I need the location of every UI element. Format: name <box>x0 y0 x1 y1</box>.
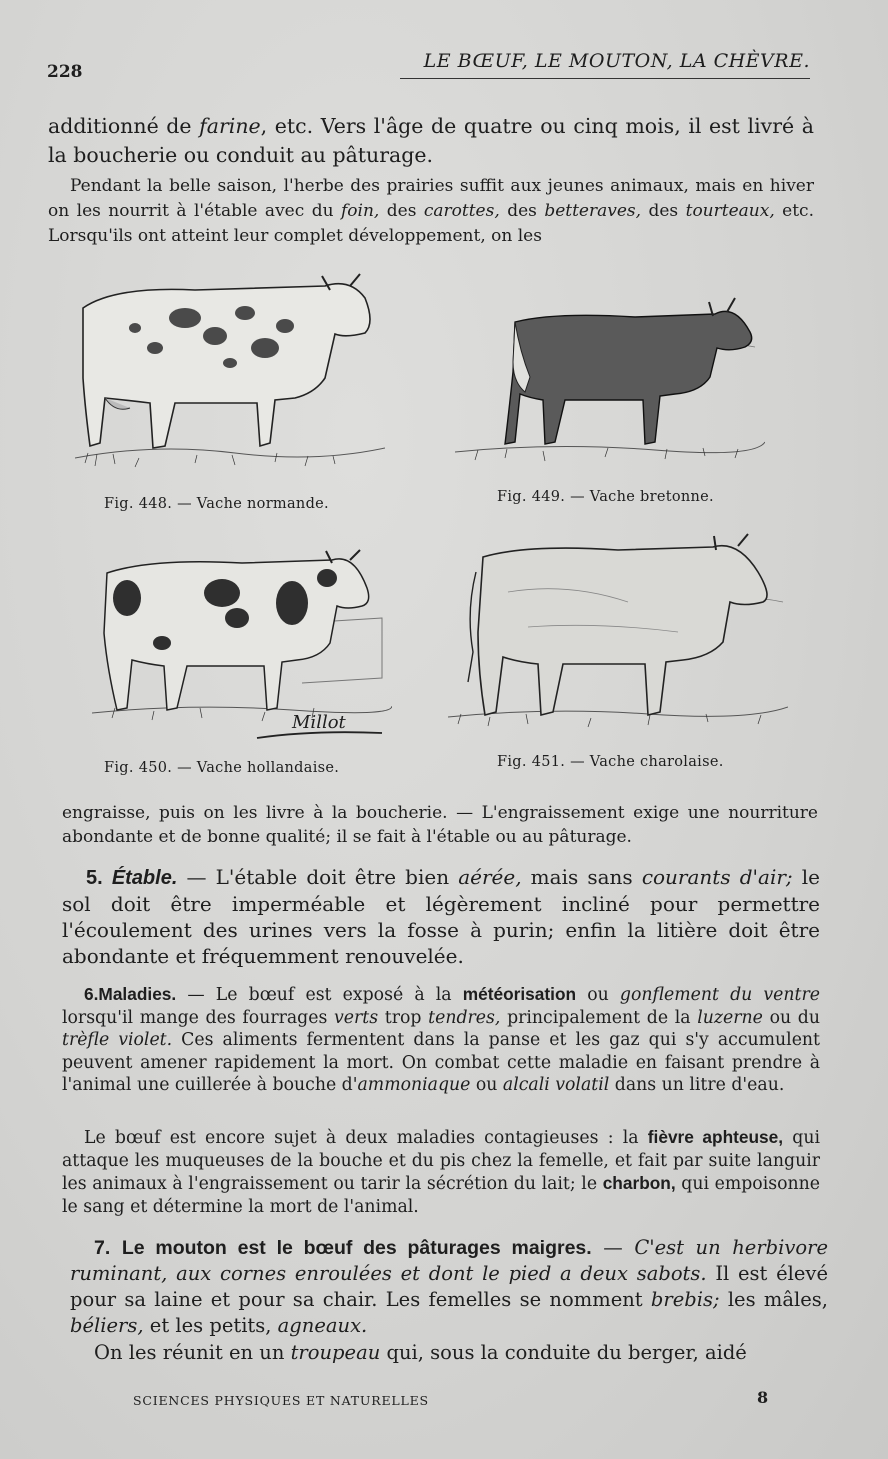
footer-book-title: SCIENCES PHYSIQUES ET NATURELLES <box>133 1393 429 1408</box>
section-5-etable: 5. Étable. — L'étable doit être bien aérée, mais sans courants d'air; le sol doit être imperméable et légèrement incliné pour permettre l'écoulement des urines vers la fosse à purin; enfin la litière doit être abondante et fréquemment renouvelée. <box>62 865 821 968</box>
figure-vache-hollandaise <box>92 548 392 748</box>
page-number: 228 <box>47 62 83 82</box>
section-6-title: Maladies. <box>98 984 177 1004</box>
section-7-paragraph-2: On les réunit en un troupeau qui, sous la conduite du berger, aidé <box>94 1341 747 1364</box>
section-7-mouton: 7. Le mouton est le bœuf des pâturages maigres. — C'est un herbivore ruminant, aux cornes enroulées et dont le pied a deux sabots. Il est élevé pour sa laine et pour sa chair. Les femelles se nomment brebis; les mâles, béliers, et les petits, agneaux. <box>70 1236 828 1337</box>
intro-paragraph-1: additionné de farine, etc. Vers l'âge de quatre ou cinq mois, il est livré à la boucherie ou conduit au pâturage. <box>48 114 814 167</box>
section-5-number: 5. <box>86 867 103 889</box>
section-6-paragraph-2: Le bœuf est encore sujet à deux maladies contagieuses : la fièvre aphteuse, qui attaque les muqueuses de la bouche et du pis chez la femelle, et fait par suite languir les animaux à l'engraissement ou tarir la sécrétion du lait; le charbon, qui empoisonne le sang et détermine la mort de l'animal. <box>62 1127 820 1217</box>
illustrator-signature: Millot <box>292 712 346 733</box>
figure-vache-bretonne <box>455 282 765 472</box>
figure-vache-charolaise <box>448 532 788 742</box>
section-7-title: Le mouton est le bœuf des pâturages maigres. <box>121 1237 592 1259</box>
caption-fig-451: Fig. 451. — Vache charolaise. <box>497 754 724 770</box>
caption-fig-449: Fig. 449. — Vache bretonne. <box>497 489 714 505</box>
paragraph-after-figures: engraisse, puis on les livre à la boucherie. — L'engraissement exige une nourriture abondante et de bonne qualité; il se fait à l'étable ou au pâturage. <box>62 803 818 847</box>
section-5-title: Étable. <box>111 867 178 889</box>
section-7-number: 7. <box>94 1237 111 1259</box>
footer-signature-number: 8 <box>757 1388 769 1407</box>
figure-vache-normande <box>75 268 385 478</box>
caption-fig-450: Fig. 450. — Vache hollandaise. <box>104 760 340 776</box>
section-6-number: 6. <box>84 984 99 1004</box>
section-6-maladies: 6.Maladies. — Le bœuf est exposé à la météorisation ou gonflement du ventre lorsqu'il mange des fourrages verts trop tendres, principalement de la luzerne ou du trèfle violet. Ces aliments fermentent dans la panse et les gaz qui s'y accumulent peuvent amener rapidement la mort. On combat cette maladie en faisant prendre à l'animal une cuillerée à bouche d'ammoniaque ou alcali volatil dans un litre d'eau. <box>62 984 820 1096</box>
intro-paragraph-2: Pendant la belle saison, l'herbe des prairies suffit aux jeunes animaux, mais en hiver on les nourrit à l'étable avec du foin, des carottes, des betteraves, des tourteaux, etc. Lorsqu'ils ont atteint leur complet développement, on les <box>48 176 814 246</box>
running-title: LE BŒUF, LE MOUTON, LA CHÈVRE. <box>400 50 810 79</box>
caption-fig-448: Fig. 448. — Vache normande. <box>104 496 329 512</box>
